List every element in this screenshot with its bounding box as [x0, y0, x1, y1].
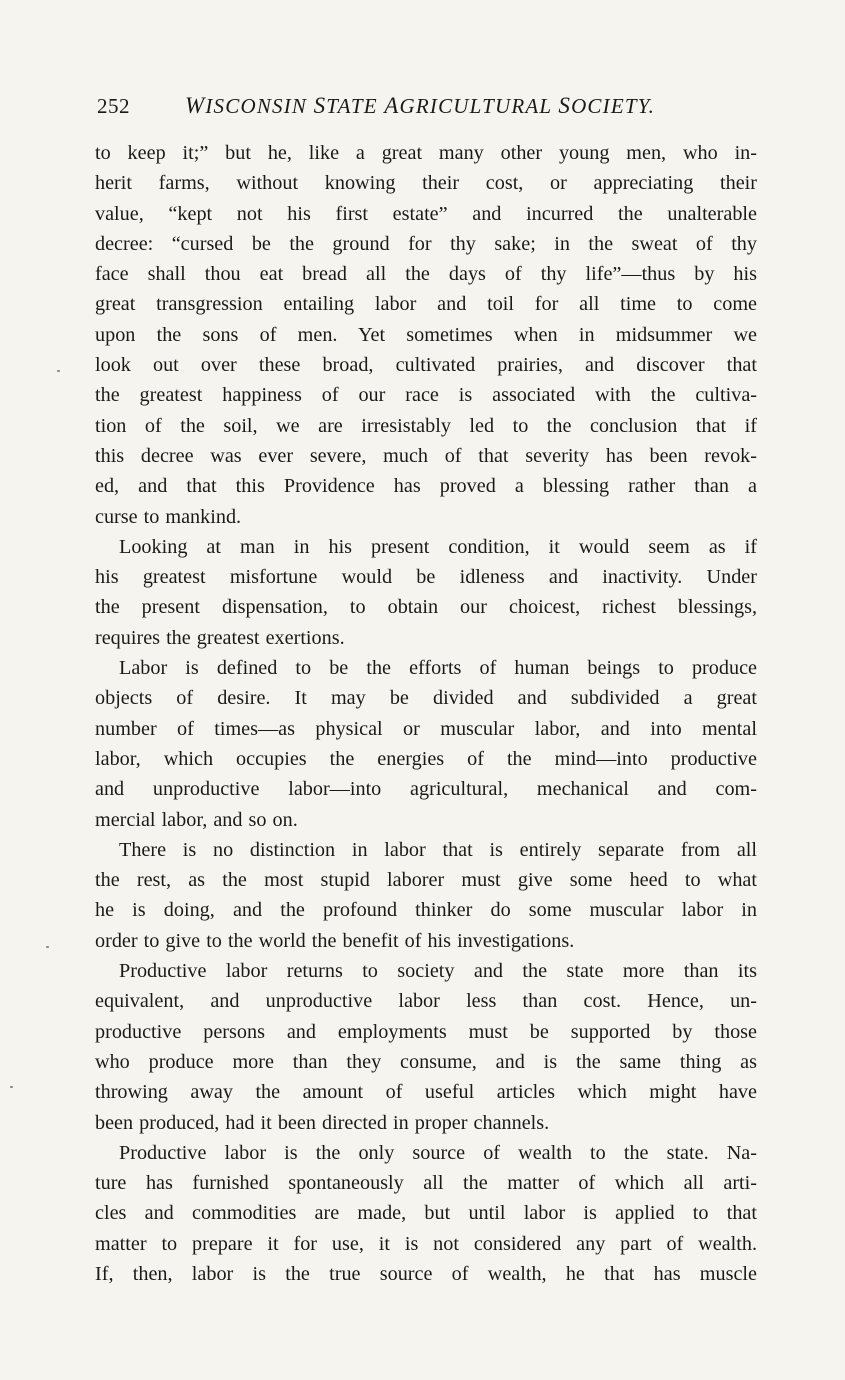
text-line: matter to prepare it for use, it is not considered any part of wealth. [95, 1232, 757, 1255]
text-line: upon the sons of men. Yet sometimes when in midsummer we [95, 323, 757, 346]
text-line: the rest, as the most stupid laborer must give some heed to what [95, 869, 757, 892]
running-title-word: AGRICULTURAL [384, 93, 559, 118]
scan-speck [46, 946, 49, 948]
text-line: If, then, labor is the true source of wealth, he that has muscle [95, 1262, 757, 1285]
text-line: mercial labor, and so on. [95, 808, 298, 831]
text-line: order to give to the world the benefit of his investigations. [95, 929, 575, 952]
text-line: Labor is defined to be the efforts of human beings to produce [119, 657, 757, 680]
body-text [95, 138, 757, 1289]
paragraph-6 [95, 1138, 757, 1289]
text-line: objects of desire. It may be divided and subdivided a great [95, 687, 757, 710]
text-line: tion of the soil, we are irresistably led to the conclusion that if [95, 414, 757, 437]
text-line: and unproductive labor—into agricultural, mechanical and com- [95, 778, 757, 801]
text-line: the present dispensation, to obtain our choicest, richest blessings, [95, 596, 757, 619]
text-line: his greatest misfortune would be idleness and inactivity. Under [95, 566, 757, 589]
text-line: who produce more than they consume, and is the same thing as [95, 1050, 757, 1073]
paragraph-4 [95, 835, 757, 956]
text-line: cles and commodities are made, but until labor is applied to that [95, 1202, 757, 1225]
text-line: decree: “cursed be the ground for thy sake; in the sweat of thy [95, 232, 757, 255]
text-line: to keep it;” but he, like a great many other young men, who in- [95, 142, 757, 164]
text-line: this decree was ever severe, much of that severity has been revok- [95, 444, 757, 467]
page-header [97, 88, 757, 124]
text-line: ed, and that this Providence has proved a blessing rather than a [95, 475, 757, 498]
paragraph-3 [95, 653, 757, 835]
text-line: productive persons and employments must be supported by those [95, 1020, 757, 1043]
text-line: face shall thou eat bread all the days of thy life”—thus by his [95, 263, 757, 286]
text-line: herit farms, without knowing their cost, or appreciating their [95, 172, 757, 195]
paragraph-2 [95, 532, 757, 653]
running-title-word: SOCIETY. [558, 93, 656, 118]
text-line: been produced, had it been directed in proper channels. [95, 1111, 550, 1134]
text-line: requires the greatest exertions. [95, 626, 345, 649]
text-line: labor, which occupies the energies of the mind—into productive [95, 747, 757, 770]
text-line: Productive labor is the only source of wealth to the state. Na- [119, 1141, 757, 1164]
text-line: he is doing, and the profound thinker do some muscular labor in [95, 899, 757, 922]
text-line: There is no distinction in labor that is entirely separate from all [119, 838, 757, 861]
text-line: number of times—as physical or muscular labor, and into mental [95, 717, 757, 740]
text-line: equivalent, and unproductive labor less than cost. Hence, un- [95, 990, 757, 1013]
page-number: 252 [97, 94, 130, 118]
running-title-word: STATE [313, 93, 385, 118]
running-title [185, 88, 655, 124]
text-line: ture has furnished spontaneously all the matter of which all arti- [95, 1172, 757, 1195]
text-line: the greatest happiness of our race is associated with the cultiva- [95, 384, 757, 407]
text-line: throwing away the amount of useful articles which might have [95, 1081, 757, 1104]
scan-speck [57, 370, 60, 372]
text-line: great transgression entailing labor and toil for all time to come [95, 293, 757, 316]
text-line: value, “kept not his first estate” and incurred the unalterable [95, 202, 757, 225]
paragraph-1 [95, 138, 757, 532]
text-line: curse to mankind. [95, 505, 242, 528]
paragraph-5 [95, 956, 757, 1138]
text-line: Productive labor returns to society and the state more than its [119, 960, 757, 983]
text-line: Looking at man in his present condition, it would seem as if [119, 535, 757, 558]
scan-speck [10, 1086, 13, 1088]
text-line: look out over these broad, cultivated prairies, and discover that [95, 354, 757, 377]
running-title-word: WISCONSIN [185, 93, 314, 118]
